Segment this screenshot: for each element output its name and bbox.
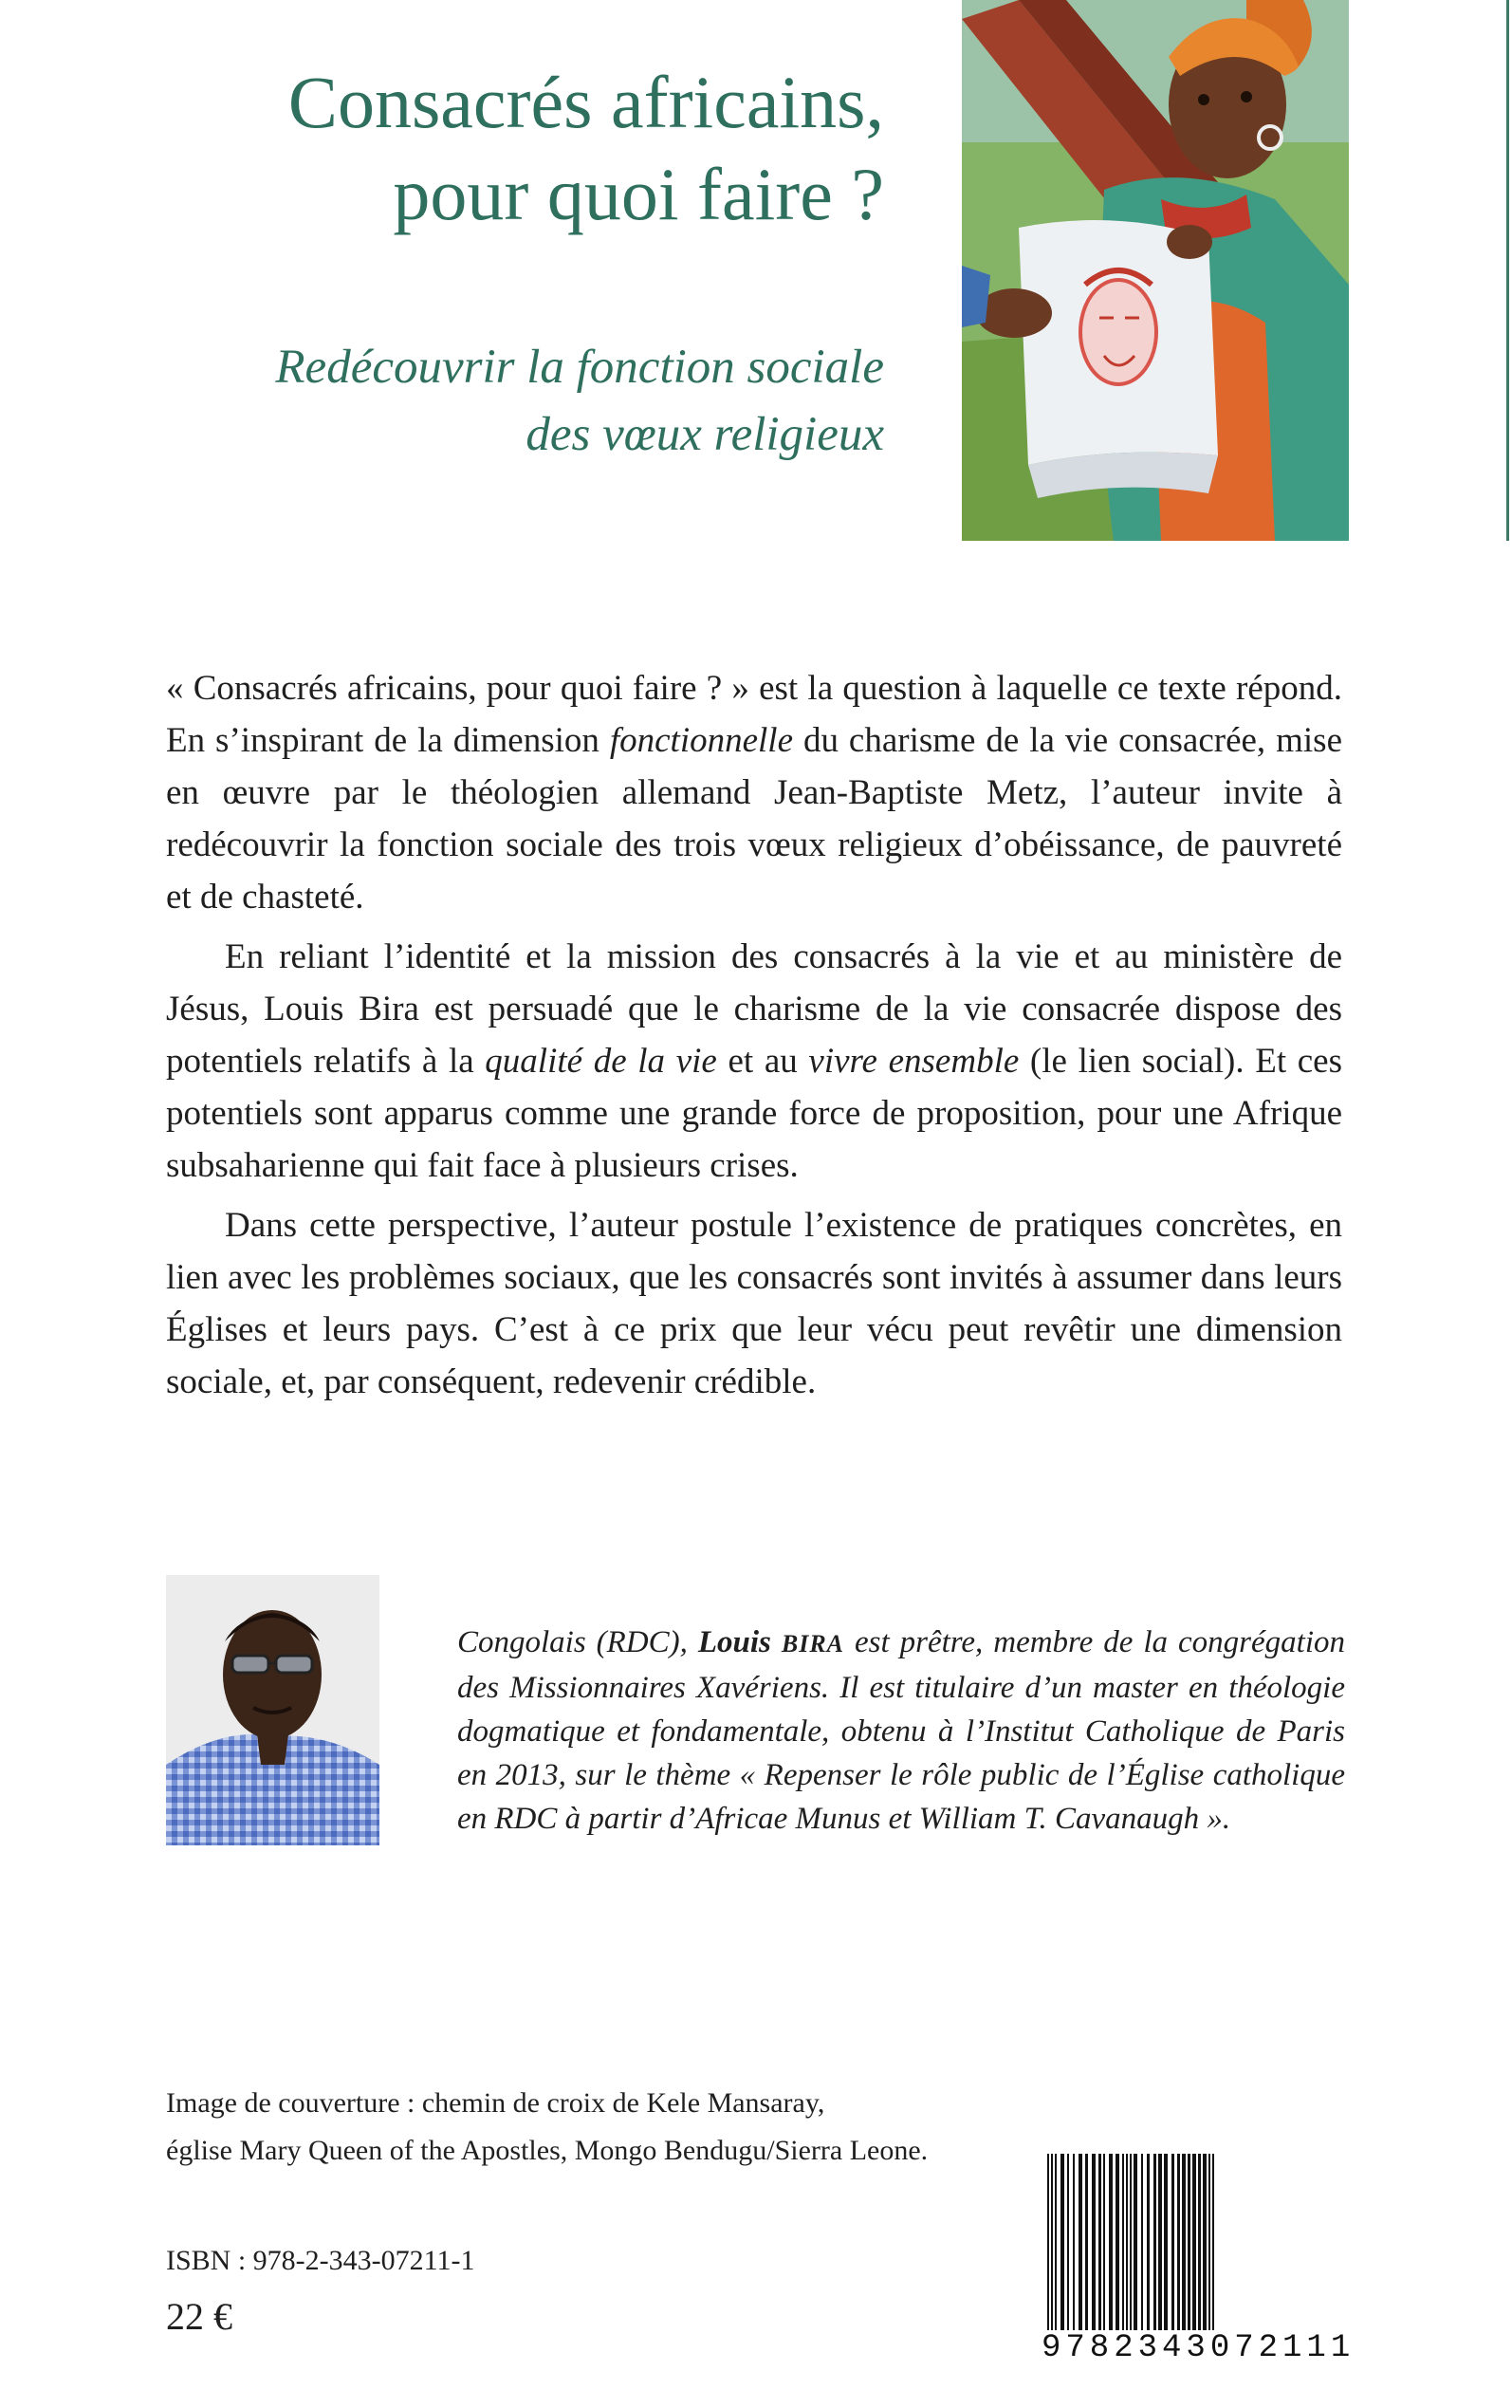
description-emphasis: qualité de la vie — [485, 1042, 717, 1081]
barcode-bar — [1130, 2154, 1132, 2330]
credit-line-1: Image de couverture : chemin de croix de Kele Mansaray, — [166, 2087, 825, 2119]
barcode — [1042, 2154, 1355, 2374]
barcode-bar — [1134, 2154, 1137, 2330]
barcode-bar — [1171, 2154, 1174, 2330]
barcode-bars — [1042, 2154, 1347, 2330]
barcode-bar — [1126, 2154, 1128, 2330]
cover-painting — [962, 0, 1349, 541]
barcode-digits: 9782343072111 — [1042, 2330, 1355, 2366]
barcode-bar — [1208, 2154, 1210, 2330]
barcode-bar — [1188, 2154, 1190, 2330]
book-subtitle — [275, 334, 884, 470]
barcode-bar — [1067, 2154, 1069, 2330]
book-title-line-1: Consacrés africains, — [287, 61, 884, 143]
barcode-bar — [1212, 2154, 1214, 2330]
price: 22 € — [166, 2295, 232, 2338]
barcode-bar — [1158, 2154, 1162, 2330]
description-emphasis: vivre ensemble — [808, 1042, 1020, 1081]
barcode-bar — [1103, 2154, 1105, 2330]
description-text: « Consacrés africains, pour quoi faire ? » est la question à laquelle ce texte répond. En s’inspirant de la dimension — [166, 669, 1342, 760]
spine-edge-line — [1506, 0, 1509, 541]
barcode-bar — [1092, 2154, 1096, 2330]
author-first-name: Louis — [697, 1625, 782, 1659]
book-description — [166, 662, 1342, 1408]
book-subtitle-line-1: Redécouvrir la fonction sociale — [275, 341, 884, 394]
barcode-bar — [1192, 2154, 1196, 2330]
description-text: (le lien social). Et ces potentiels sont apparus comme une grande force de proposition, pour une Afrique subsaharienne qui fait face à plusieurs crises. — [166, 1042, 1343, 1185]
barcode-bar — [1153, 2154, 1156, 2330]
isbn: ISBN : 978-2-343-07211-1 — [166, 2245, 475, 2276]
barcode-bar — [1047, 2154, 1049, 2330]
barcode-bar — [1073, 2154, 1075, 2330]
description-paragraph-2 — [166, 931, 1342, 1192]
bio-text: est prêtre, membre de la congrégation des Missionnaires Xavériens. Il est titulaire d’un master en théologie dogmatique et fondamentale, obtenu à l’Institut Catholique de Paris en 2013, sur le thème « Repenser le rôle public de l’Église catholique en RDC à partir d’Africae Munus et William T. Cavanaugh ». — [457, 1625, 1346, 1836]
description-text: En reliant l’identité et la mission des consacrés à la vie et au ministère de Jésus, Louis Bira est persuadé que le charisme de la vie consacrée dispose des potentiels relatifs à la — [166, 937, 1342, 1081]
book-title — [288, 57, 884, 240]
description-text: et au — [716, 1042, 809, 1081]
barcode-bar — [1109, 2154, 1113, 2330]
credit-line-2: église Mary Queen of the Apostles, Mongo Bendugu/Sierra Leone. — [166, 2135, 929, 2166]
description-emphasis: fonctionnelle — [609, 721, 794, 760]
bio-origin: Congolais (RDC), — [457, 1625, 698, 1659]
barcode-bar — [1164, 2154, 1168, 2330]
author-last-name: BIRA — [781, 1630, 845, 1658]
barcode-bar — [1085, 2154, 1088, 2330]
barcode-bar — [1055, 2154, 1057, 2330]
description-paragraph-1 — [166, 662, 1342, 923]
barcode-bar — [1177, 2154, 1180, 2330]
barcode-bar — [1051, 2154, 1053, 2330]
barcode-bar — [1122, 2154, 1124, 2330]
barcode-bar — [1098, 2154, 1101, 2330]
barcode-bar — [1147, 2154, 1150, 2330]
author-biography — [457, 1621, 1345, 1841]
barcode-bar — [1182, 2154, 1186, 2330]
barcode-bar — [1198, 2154, 1201, 2330]
book-title-line-2: pour quoi faire ? — [393, 152, 884, 235]
description-text: du charisme de la vie consacrée, mise en œuvre par le théologien allemand Jean-Baptiste Metz, l’auteur invite à redécouvrir la fonction sociale des trois vœux religieux d’obéissance, de pauvreté et de chasteté. — [166, 721, 1342, 917]
cover-image-credit — [166, 2080, 928, 2175]
description-paragraph-3: Dans cette perspective, l’auteur postule l’existence de pratiques concrètes, en lien avec les problèmes sociaux, que les consacrés sont invités à assumer dans leurs Églises et leurs pays. C’est à ce prix que leur vécu peut revêtir une dimension sociale, et, par conséquent, redevenir crédible. — [166, 1206, 1342, 1401]
barcode-bar — [1141, 2154, 1143, 2330]
barcode-bar — [1116, 2154, 1119, 2330]
book-subtitle-line-2: des vœux religieux — [526, 408, 884, 462]
barcode-bar — [1203, 2154, 1207, 2330]
barcode-bar — [1060, 2154, 1064, 2330]
barcode-bar — [1079, 2154, 1082, 2330]
author-photo — [166, 1575, 379, 1845]
